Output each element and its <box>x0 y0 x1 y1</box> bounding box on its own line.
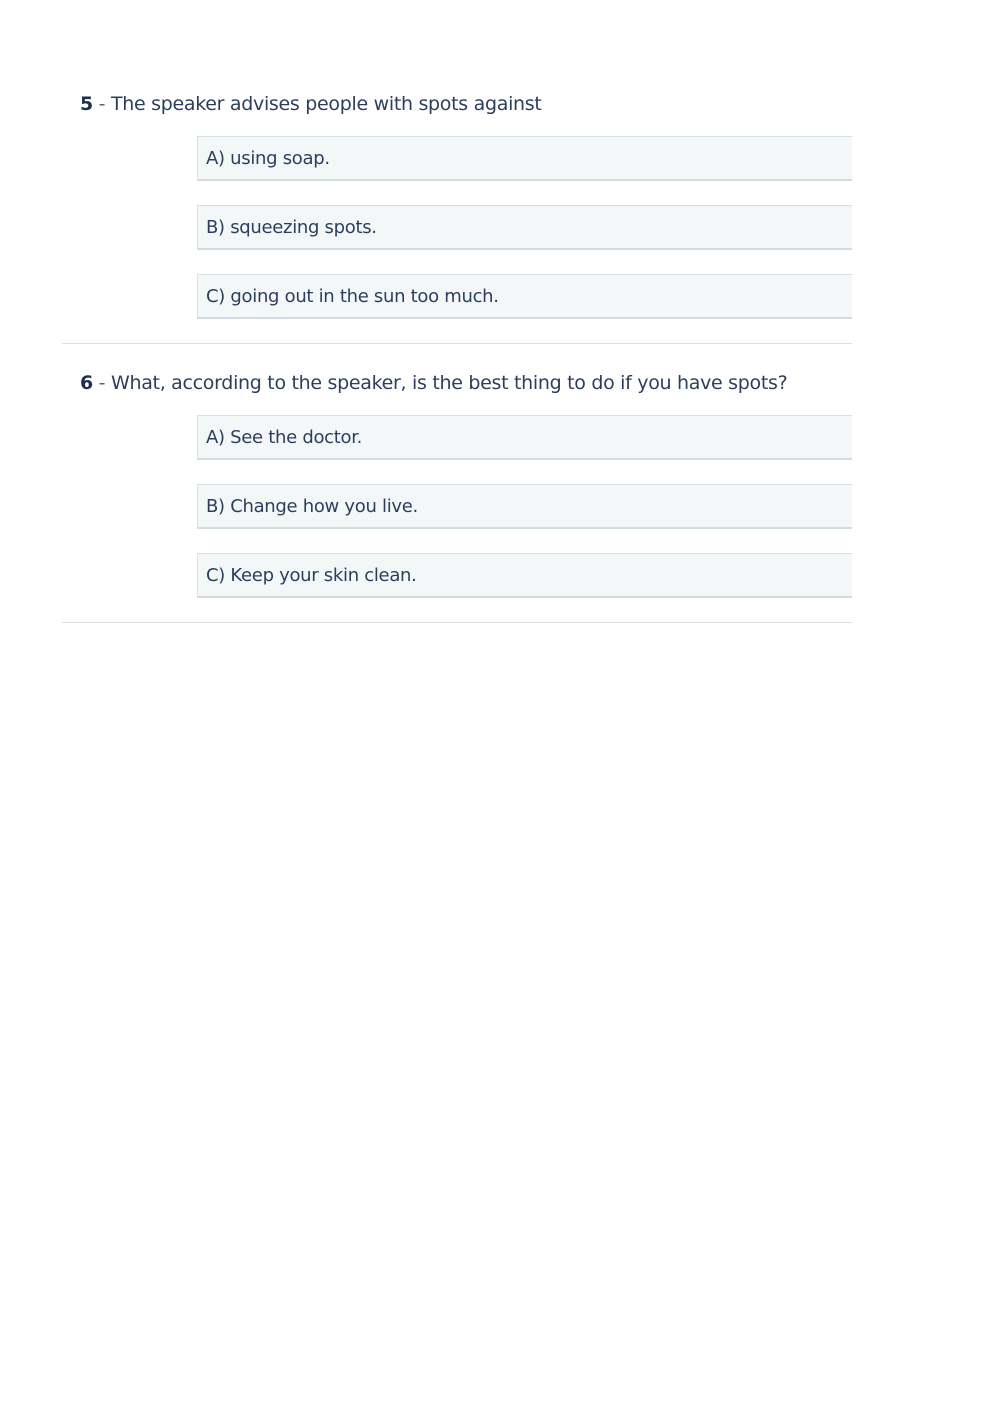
question-separator <box>62 622 852 623</box>
question-dash: - <box>92 372 111 394</box>
question-5-option-c[interactable] <box>197 274 852 319</box>
question-5-option-b[interactable] <box>197 205 852 250</box>
option-label: A) using soap. <box>206 148 330 169</box>
option-label: A) See the doctor. <box>206 427 363 448</box>
question-dash: - <box>92 93 111 115</box>
question-text: What, according to the speaker, is the best thing to do if you have spots? <box>110 372 788 394</box>
question-number: 5 <box>80 93 93 115</box>
question-5-title <box>80 93 542 115</box>
question-6-option-a[interactable] <box>197 415 852 460</box>
question-text: The speaker advises people with spots against <box>110 93 542 115</box>
question-number: 6 <box>80 372 93 394</box>
question-6-option-b[interactable] <box>197 484 852 529</box>
question-separator <box>62 343 852 344</box>
option-label: C) Keep your skin clean. <box>206 565 417 586</box>
question-6-option-c[interactable] <box>197 553 852 598</box>
option-label: B) squeezing spots. <box>206 217 377 238</box>
question-6-title <box>80 372 787 394</box>
option-label: C) going out in the sun too much. <box>206 286 499 307</box>
question-5-option-a[interactable] <box>197 136 852 181</box>
option-label: B) Change how you live. <box>206 496 418 517</box>
